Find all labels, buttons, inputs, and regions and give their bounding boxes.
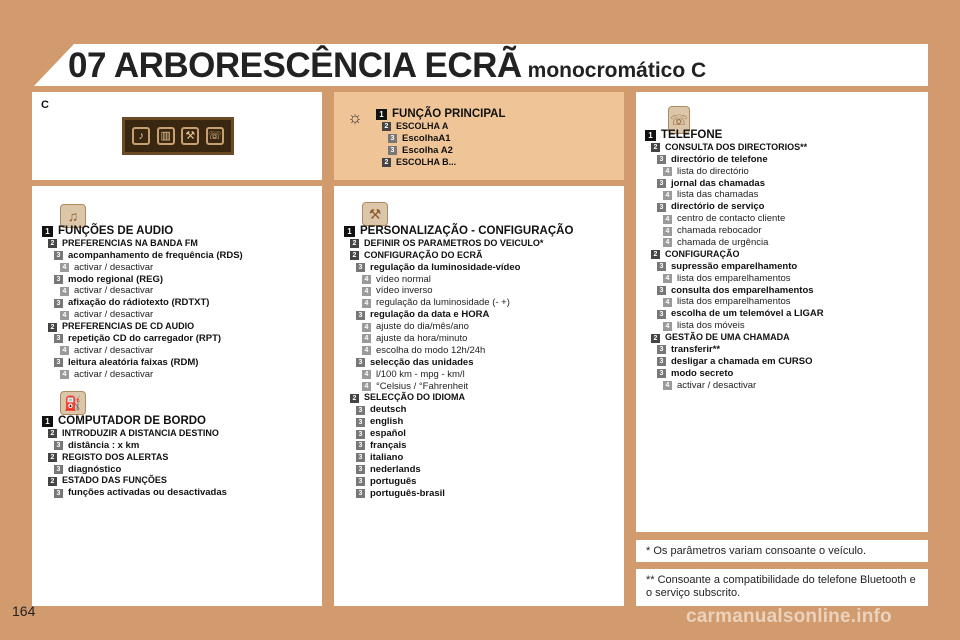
tree-item-level-2 (42, 428, 227, 440)
note-1-panel (636, 540, 928, 562)
tree-item-label: funções activadas ou desactivadas (68, 487, 227, 499)
tree-item-level-4 (42, 309, 243, 321)
level-badge: 3 (356, 418, 365, 427)
tree-item-level-1 (376, 109, 506, 121)
tree-item-level-3 (42, 250, 243, 262)
tree-item-label: FUNÇÃO PRINCIPAL (392, 108, 506, 120)
level-badge: 1 (42, 416, 53, 427)
level-badge: 3 (657, 203, 666, 212)
level-badge: 3 (657, 357, 666, 366)
level-badge: 4 (60, 346, 69, 355)
level-badge: 3 (356, 311, 365, 320)
level-badge: 2 (48, 429, 57, 438)
tree-item-label: l/100 km - mpg - km/l (376, 368, 465, 380)
tree-item-level-4 (645, 213, 824, 225)
level-badge: 4 (362, 382, 371, 391)
tree-item-level-2 (42, 238, 243, 250)
settings-sun-icon: ☼ (347, 108, 363, 127)
monochrome-display (122, 117, 234, 155)
tree-item-level-2 (42, 475, 227, 487)
tree-item-label: INTRODUZIR A DISTANCIA DESTINO (62, 427, 219, 438)
level-badge: 2 (651, 250, 660, 259)
computer-tree (42, 416, 227, 499)
tree-item-level-4 (645, 166, 824, 178)
tree-item-label: lista dos emparelhamentos (677, 272, 791, 284)
tree-item-level-3 (645, 201, 824, 213)
tree-item-label: activar / desactivar (74, 261, 154, 273)
level-badge: 4 (663, 322, 672, 331)
tree-item-label: português-brasil (370, 487, 445, 499)
tree-item-level-4 (645, 237, 824, 249)
tree-item-level-3 (42, 357, 243, 369)
tree-item-label: leitura aleatória faixas (RDM) (68, 356, 199, 368)
tree-item-label: chamada de urgência (677, 237, 769, 249)
tree-item-label: nederlands (370, 463, 421, 475)
tree-item-label: repetição CD do carregador (RPT) (68, 333, 222, 345)
tree-item-level-3 (645, 154, 824, 166)
tree-item-level-2 (645, 142, 824, 154)
level-badge: 4 (663, 381, 672, 390)
level-badge: 3 (657, 286, 666, 295)
telephone-panel (636, 92, 928, 532)
computer-icon: ▥ (157, 127, 175, 145)
level-badge: 4 (663, 167, 672, 176)
audio-icon: ♪ (132, 127, 150, 145)
tree-item-level-4 (344, 274, 573, 286)
level-badge: 2 (651, 143, 660, 152)
note-2-panel (636, 569, 928, 606)
tree-item-level-3 (42, 487, 227, 499)
audio-icon: ♫ (60, 204, 86, 228)
level-badge: 1 (376, 109, 387, 120)
tree-item-label: REGISTO DOS ALERTAS (62, 451, 169, 462)
tree-item-level-2 (42, 452, 227, 464)
tree-item-label: PREFERENCIAS DE CD AUDIO (62, 321, 195, 332)
tree-item-label: activar / desactivar (74, 368, 154, 380)
tree-item-level-4 (344, 297, 573, 309)
tree-item-label: distância : x km (68, 439, 140, 451)
level-badge: 4 (362, 346, 371, 355)
tree-item-label: CONFIGURAÇÃO DO ECRÃ (364, 249, 483, 260)
level-badge: 3 (54, 275, 63, 284)
tree-item-label: ESCOLHA B... (396, 156, 457, 167)
tree-item-label: ajuste do dia/mês/ano (376, 321, 469, 333)
level-badge: 4 (362, 299, 371, 308)
tree-item-label: activar / desactivar (74, 285, 154, 297)
tree-item-label: español (370, 428, 406, 440)
level-badge: 3 (356, 465, 365, 474)
level-badge: 3 (388, 146, 397, 155)
tree-item-level-3 (376, 133, 506, 145)
tree-item-label: modo regional (REG) (68, 273, 163, 285)
phone-icon: ☏ (668, 106, 690, 134)
tree-item-level-1 (344, 226, 573, 238)
tree-item-label: français (370, 440, 407, 452)
level-badge: 4 (362, 323, 371, 332)
telephone-tree (645, 130, 824, 392)
level-badge: 4 (663, 238, 672, 247)
level-badge: 3 (54, 334, 63, 343)
tree-item-level-1 (42, 416, 227, 428)
level-badge: 3 (657, 179, 666, 188)
main-function-panel (334, 92, 624, 180)
tree-item-level-3 (344, 464, 573, 476)
level-badge: 2 (382, 158, 391, 167)
tree-item-label: vídeo normal (376, 273, 431, 285)
level-badge: 2 (48, 239, 57, 248)
level-badge: 3 (54, 251, 63, 260)
audio-computer-panel (32, 186, 322, 606)
tree-item-level-4 (42, 369, 243, 381)
tree-item-level-3 (344, 476, 573, 488)
tree-item-level-2 (376, 121, 506, 133)
level-badge: 4 (60, 370, 69, 379)
level-badge: 3 (657, 155, 666, 164)
tree-item-label: modo secreto (671, 367, 734, 379)
tree-item-label: lista do directório (677, 165, 749, 177)
tree-item-label: deutsch (370, 404, 407, 416)
tree-item-level-1 (645, 130, 824, 142)
tree-item-level-2 (645, 332, 824, 344)
tree-item-label: english (370, 416, 404, 428)
display-panel (32, 92, 322, 180)
tree-item-level-3 (42, 274, 243, 286)
level-badge: 4 (663, 298, 672, 307)
level-badge: 3 (657, 262, 666, 271)
level-badge: 1 (42, 226, 53, 237)
tree-item-level-3 (344, 262, 573, 274)
level-badge: 3 (657, 310, 666, 319)
tree-item-label: DEFINIR OS PARAMETROS DO VEICULO* (364, 237, 544, 248)
tree-item-level-3 (645, 261, 824, 273)
main-function-tree (376, 109, 506, 168)
tree-item-level-3 (376, 145, 506, 157)
tree-item-level-3 (645, 308, 824, 320)
tree-item-level-3 (344, 452, 573, 464)
tree-item-level-4 (344, 321, 573, 333)
tree-item-label: directório de serviço (671, 201, 765, 213)
tree-item-level-3 (645, 285, 824, 297)
tree-item-level-3 (344, 428, 573, 440)
tree-item-label: regulação da data e HORA (370, 309, 490, 321)
level-badge: 2 (350, 251, 359, 260)
tree-item-label: lista das chamadas (677, 189, 759, 201)
tree-item-label: jornal das chamadas (671, 177, 765, 189)
tree-item-label: CONFIGURAÇÃO (665, 248, 740, 259)
tree-item-level-3 (645, 368, 824, 380)
tree-item-label: PERSONALIZAÇÃO - CONFIGURAÇÃO (360, 225, 574, 237)
tree-item-label: TELEFONE (661, 129, 723, 141)
tree-item-level-3 (42, 333, 243, 345)
tree-item-label: activar / desactivar (677, 379, 757, 391)
tree-item-level-2 (344, 238, 573, 250)
tree-item-label: Escolha A2 (402, 144, 453, 156)
tree-item-level-4 (645, 225, 824, 237)
level-badge: 2 (350, 239, 359, 248)
tree-item-level-4 (645, 296, 824, 308)
level-badge: 3 (54, 489, 63, 498)
tree-item-level-4 (344, 333, 573, 345)
tree-item-level-4 (344, 369, 573, 381)
personalization-tree (344, 226, 573, 499)
level-badge: 3 (356, 489, 365, 498)
level-badge: 2 (651, 334, 660, 343)
personalization-panel (334, 186, 624, 606)
tree-item-level-2 (376, 157, 506, 169)
level-badge: 3 (54, 441, 63, 450)
tree-item-label: italiano (370, 451, 404, 463)
level-badge: 3 (356, 358, 365, 367)
tree-item-label: centro de contacto cliente (677, 213, 786, 225)
tree-item-label: acompanhamento de frequência (RDS) (68, 249, 243, 261)
tree-item-label: lista dos emparelhamentos (677, 296, 791, 308)
tree-item-label: vídeo inverso (376, 285, 433, 297)
level-badge: 4 (663, 227, 672, 236)
level-badge: 3 (356, 441, 365, 450)
tree-item-label: GESTÃO DE UMA CHAMADA (665, 332, 790, 343)
level-badge: 1 (344, 226, 355, 237)
tree-item-level-3 (645, 356, 824, 368)
tree-item-level-4 (344, 345, 573, 357)
tree-item-label: escolha do modo 12h/24h (376, 344, 486, 356)
level-badge: 2 (48, 453, 57, 462)
tree-item-level-4 (42, 262, 243, 274)
tree-item-level-2 (645, 249, 824, 261)
level-badge: 3 (356, 263, 365, 272)
fuel-pump-icon: ⛽ (60, 391, 86, 415)
page-subtitle: monocromático C (527, 59, 707, 82)
level-badge: 4 (60, 311, 69, 320)
tree-item-label: selecção das unidades (370, 356, 474, 368)
level-badge: 3 (54, 465, 63, 474)
level-badge: 1 (645, 130, 656, 141)
tree-item-level-3 (42, 464, 227, 476)
tree-item-level-3 (344, 488, 573, 500)
tree-item-label: FUNÇÕES DE AUDIO (58, 225, 174, 237)
tree-item-level-3 (344, 404, 573, 416)
display-label: C (41, 99, 49, 111)
tree-item-label: regulação da luminosidade-vídeo (370, 261, 521, 273)
level-badge: 4 (60, 263, 69, 272)
tree-item-label: escolha de um telemóvel a LIGAR (671, 308, 824, 320)
level-badge: 3 (356, 477, 365, 486)
tree-item-level-4 (42, 285, 243, 297)
tree-item-level-4 (645, 273, 824, 285)
tree-item-level-3 (645, 178, 824, 190)
level-badge: 4 (663, 274, 672, 283)
tree-item-label: transferir** (671, 344, 721, 356)
tree-item-label: ESCOLHA A (396, 120, 449, 131)
tree-item-level-2 (344, 250, 573, 262)
tree-item-level-2 (42, 321, 243, 333)
tree-item-level-3 (645, 344, 824, 356)
tools-icon: ⚒ (362, 202, 388, 226)
tree-item-level-3 (42, 297, 243, 309)
tree-item-label: chamada rebocador (677, 225, 762, 237)
level-badge: 3 (657, 369, 666, 378)
tree-item-label: lista dos móveis (677, 320, 745, 332)
tree-item-level-3 (344, 357, 573, 369)
tree-item-label: diagnóstico (68, 463, 122, 475)
tree-item-label: desligar a chamada em CURSO (671, 355, 813, 367)
level-badge: 3 (54, 299, 63, 308)
level-badge: 3 (356, 406, 365, 415)
tree-item-label: ESTADO DAS FUNÇÕES (62, 475, 167, 486)
level-badge: 3 (657, 345, 666, 354)
level-badge: 4 (60, 287, 69, 296)
tree-item-level-4 (344, 381, 573, 393)
tree-item-label: português (370, 475, 417, 487)
tree-item-level-3 (344, 416, 573, 428)
footnote-1: * Os parâmetros variam consoante o veículo. (646, 545, 867, 557)
tree-item-level-1 (42, 226, 243, 238)
level-badge: 2 (350, 394, 359, 403)
tree-item-label: regulação da luminosidade (- +) (376, 297, 510, 309)
audio-tree (42, 226, 243, 381)
level-badge: 4 (362, 334, 371, 343)
level-badge: 3 (54, 358, 63, 367)
watermark: carmanualsonline.info (686, 606, 892, 627)
tree-item-level-4 (42, 345, 243, 357)
tree-item-label: activar / desactivar (74, 344, 154, 356)
page-title: 07 ARBORESCÊNCIA ECRÃ monocromático C (68, 46, 707, 85)
tree-item-label: SELECÇÃO DO IDIOMA (364, 392, 466, 403)
tree-item-level-3 (42, 440, 227, 452)
tree-item-label: COMPUTADOR DE BORDO (58, 415, 207, 427)
level-badge: 4 (362, 275, 371, 284)
level-badge: 4 (663, 191, 672, 200)
tree-item-label: °Celsius / °Fahrenheit (376, 380, 469, 392)
level-badge: 4 (362, 287, 371, 296)
level-badge: 4 (362, 370, 371, 379)
tree-item-label: ajuste da hora/minuto (376, 333, 468, 345)
tree-item-label: EscolhaA1 (402, 132, 451, 144)
level-badge: 3 (388, 134, 397, 143)
tree-item-level-4 (344, 285, 573, 297)
tree-item-level-4 (645, 380, 824, 392)
level-badge: 4 (663, 215, 672, 224)
level-badge: 2 (48, 323, 57, 332)
tree-item-level-2 (344, 392, 573, 404)
tree-item-label: aﬁxação do rádiotexto (RDTXT) (68, 297, 210, 309)
tree-item-level-4 (645, 189, 824, 201)
page-number: 164 (12, 603, 36, 619)
tree-item-label: consulta dos emparelhamentos (671, 284, 814, 296)
level-badge: 2 (382, 122, 391, 131)
tools-icon: ⚒ (181, 127, 199, 145)
tree-item-level-4 (645, 320, 824, 332)
tree-item-label: directório de telefone (671, 153, 768, 165)
level-badge: 2 (48, 477, 57, 486)
tree-item-label: activar / desactivar (74, 309, 154, 321)
tree-item-label: CONSULTA DOS DIRECTORIOS** (665, 141, 808, 152)
level-badge: 3 (356, 453, 365, 462)
tree-item-label: supressão emparelhamento (671, 260, 798, 272)
level-badge: 3 (356, 430, 365, 439)
tree-item-label: PREFERENCIAS NA BANDA FM (62, 237, 198, 248)
tree-item-level-3 (344, 309, 573, 321)
footnote-2: ** Consoante a compatibilidade do telefone Bluetooth e o serviço subscrito. (646, 574, 916, 599)
phone-icon: ☏ (206, 127, 224, 145)
tree-item-level-3 (344, 440, 573, 452)
